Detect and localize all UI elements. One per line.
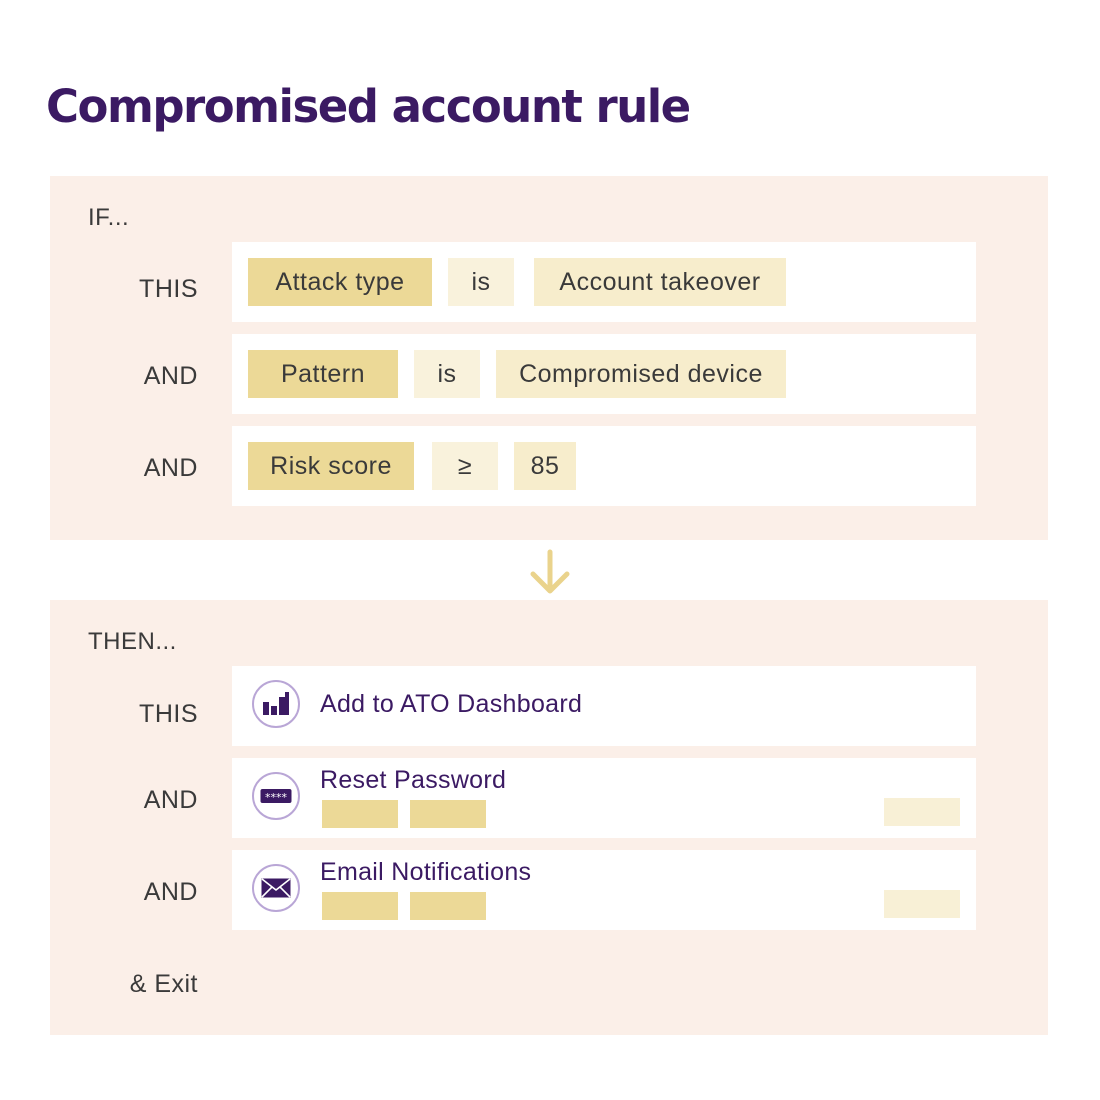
action-row[interactable] [232,758,976,838]
detail-placeholder [884,890,960,918]
action-connector: AND [143,786,198,814]
action-label: Add to ATO Dashboard [320,690,583,718]
arrow-down-icon [527,548,573,596]
condition-row[interactable] [232,426,976,506]
page-title: Compromised account rule [46,80,690,133]
bar-chart-icon [252,680,300,728]
detail-placeholder [322,800,398,828]
condition-field-chip[interactable]: Pattern [248,350,398,398]
condition-value-chip[interactable]: Compromised device [496,350,786,398]
condition-row[interactable] [232,334,976,414]
action-connector: THIS [139,700,198,728]
detail-placeholder [884,798,960,826]
detail-placeholder [410,892,486,920]
condition-field-chip[interactable]: Risk score [248,442,414,490]
if-panel [50,176,1048,540]
condition-value-chip[interactable]: Account takeover [534,258,786,306]
action-row[interactable] [232,666,976,746]
condition-operator-chip[interactable]: is [414,350,480,398]
action-connector: AND [143,878,198,906]
password-icon [252,772,300,820]
svg-text:****: **** [265,791,287,804]
exit-label: & Exit [129,970,198,998]
condition-operator-chip[interactable]: ≥ [432,442,498,490]
action-row[interactable] [232,850,976,930]
if-heading: IF... [88,204,130,231]
condition-operator-chip[interactable]: is [448,258,514,306]
condition-field-chip[interactable]: Attack type [248,258,432,306]
action-label: Reset Password [320,766,507,794]
detail-placeholder [410,800,486,828]
then-heading: THEN... [88,628,177,655]
then-panel [50,600,1048,1035]
envelope-icon [252,864,300,912]
condition-connector: THIS [139,275,198,303]
condition-row[interactable] [232,242,976,322]
action-label: Email Notifications [320,858,532,886]
condition-value-chip[interactable]: 85 [514,442,576,490]
detail-placeholder [322,892,398,920]
condition-connector: AND [143,454,198,482]
condition-connector: AND [143,362,198,390]
